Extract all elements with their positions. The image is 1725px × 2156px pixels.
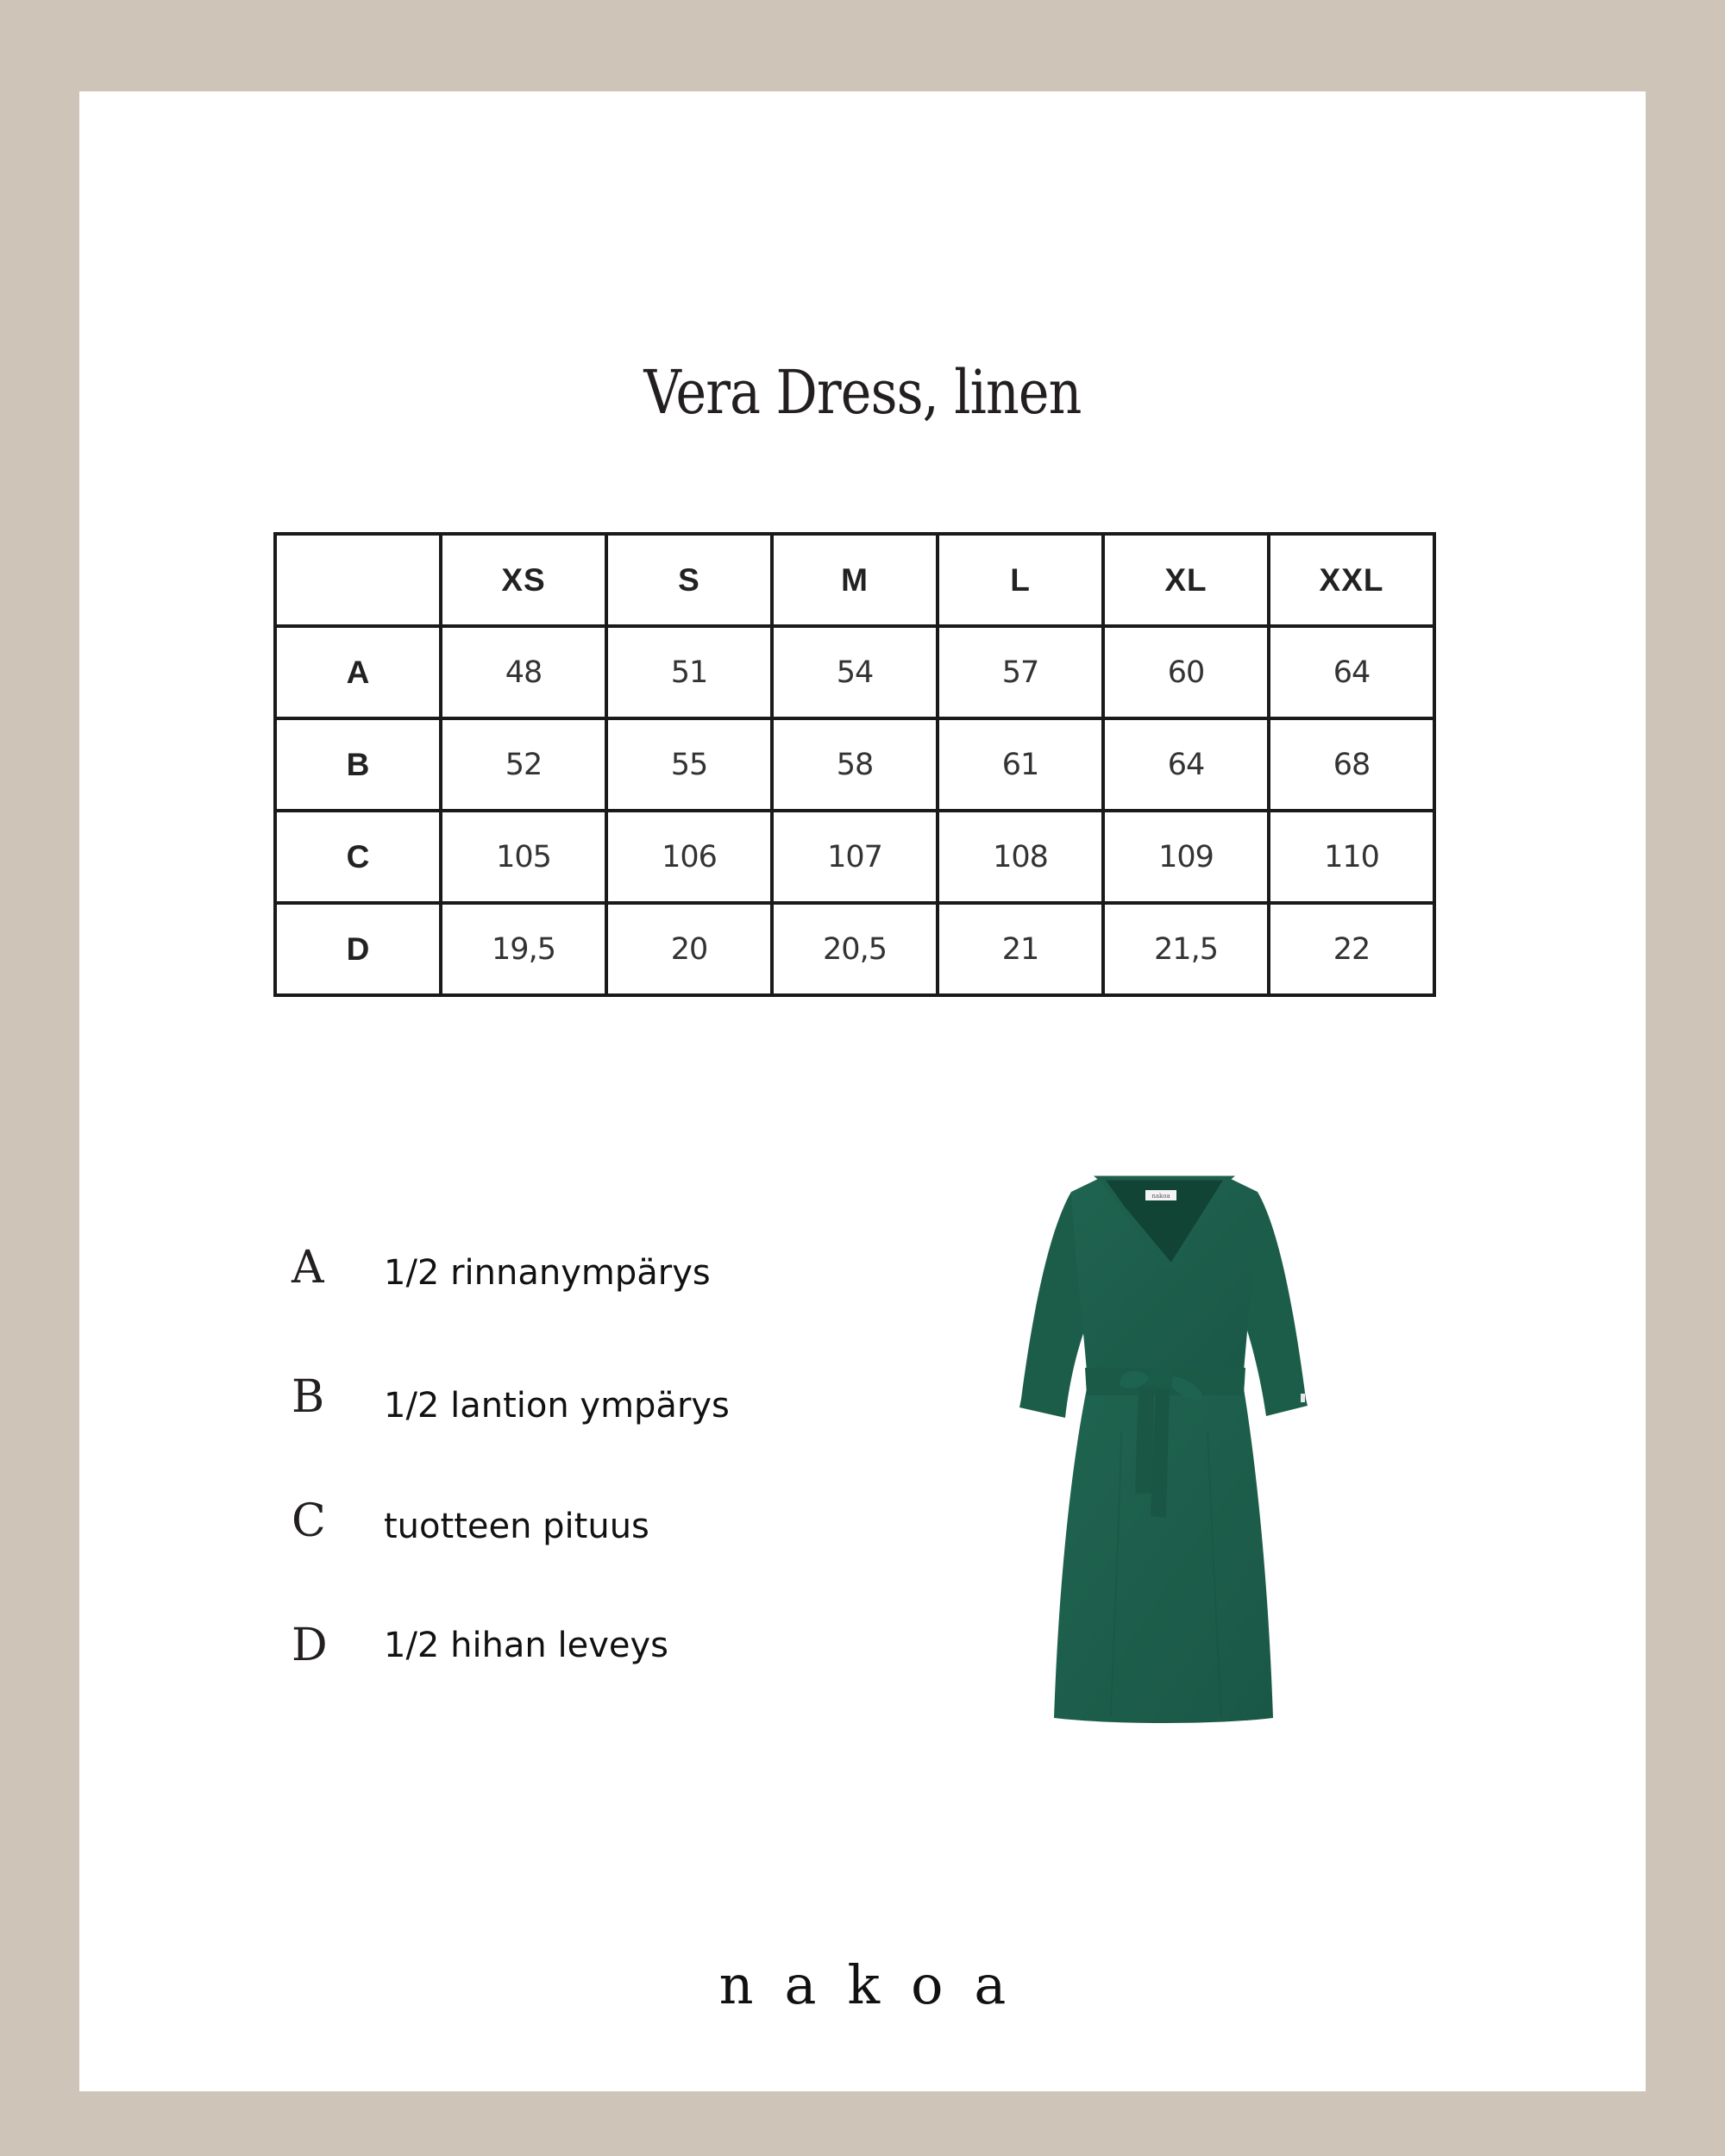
legend-key: A [292,1242,324,1294]
table-cell: 21 [938,903,1103,995]
size-chart-table [273,532,1436,997]
row-label-b: B [275,718,441,811]
table-cell: 105 [441,811,606,903]
brand-logo: nakoa [718,1953,1038,2016]
legend-text: 1/2 hihan leveys [384,1626,668,1665]
legend-key: D [292,1620,328,1671]
table-row [275,811,1434,903]
header-cell-l: L [938,534,1103,626]
table-cell: 20,5 [772,903,938,995]
svg-text:nakoa: nakoa [1151,1193,1170,1200]
header-cell-s: S [606,534,772,626]
table-cell: 19,5 [441,903,606,995]
table-cell: 60 [1103,626,1269,718]
table-cell: 107 [772,811,938,903]
dress-product-image [1018,1173,1311,1725]
table-cell: 21,5 [1103,903,1269,995]
legend-text: tuotteen pituus [384,1507,649,1546]
row-label-c: C [275,811,441,903]
table-cell: 64 [1269,626,1434,718]
table-cell: 64 [1103,718,1269,811]
table-cell: 109 [1103,811,1269,903]
table-row [275,718,1434,811]
table-cell: 52 [441,718,606,811]
legend-text: 1/2 lantion ympärys [384,1386,730,1426]
header-cell-empty [275,534,441,626]
table-cell: 106 [606,811,772,903]
table-cell: 22 [1269,903,1434,995]
table-row [275,903,1434,995]
legend-text: 1/2 rinnanympärys [384,1253,711,1293]
table-cell: 54 [772,626,938,718]
header-cell-xxl: XXL [1269,534,1434,626]
header-cell-xs: XS [441,534,606,626]
table-header-row [275,534,1434,626]
legend-item-b [0,1371,862,1440]
table-cell: 68 [1269,718,1434,811]
table-cell: 57 [938,626,1103,718]
table-cell: 20 [606,903,772,995]
row-label-d: D [275,903,441,995]
table-cell: 58 [772,718,938,811]
legend-item-c [0,1495,862,1564]
legend-item-a [0,1242,862,1311]
header-cell-m: M [772,534,938,626]
table-cell: 61 [938,718,1103,811]
page-title: Vera Dress, linen [643,357,1082,428]
legend-key: C [292,1495,326,1547]
table-cell: 51 [606,626,772,718]
legend-key: B [292,1371,325,1423]
row-label-a: A [275,626,441,718]
table-cell: 48 [441,626,606,718]
header-cell-xl: XL [1103,534,1269,626]
table-cell: 55 [606,718,772,811]
table-cell: 110 [1269,811,1434,903]
table-row [275,626,1434,718]
legend-item-d [0,1620,862,1689]
table-cell: 108 [938,811,1103,903]
